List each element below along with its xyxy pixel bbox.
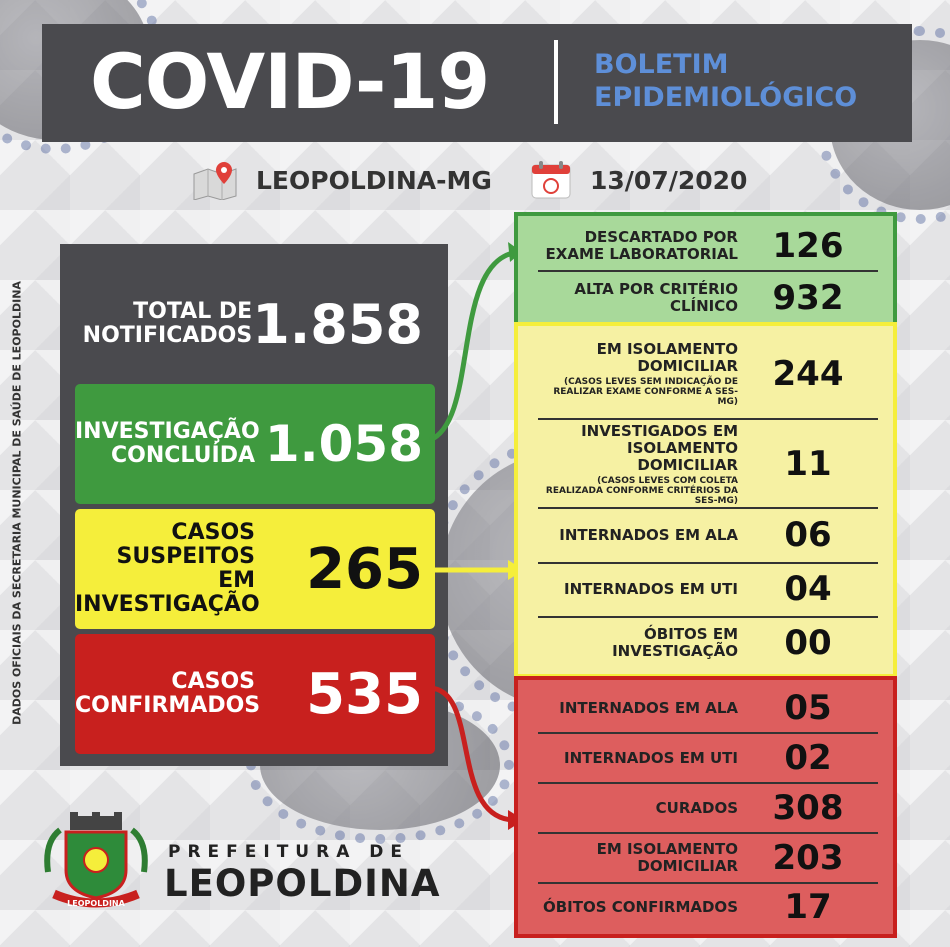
panel-row <box>538 618 878 668</box>
suspeitos-value: 265 <box>306 536 423 602</box>
row-value: 308 <box>772 788 844 828</box>
row-divider <box>538 270 878 272</box>
row-label <box>538 341 738 407</box>
row-value: 203 <box>772 838 844 878</box>
label-line: INVESTIGAÇÃO <box>612 642 738 660</box>
row-label <box>538 423 738 506</box>
red-arrow <box>430 688 512 820</box>
bulletin-date: 13/07/2020 <box>590 165 748 195</box>
label-line: INVESTIGAÇÃO <box>75 592 260 617</box>
label-line: ALTA POR CRITÉRIO <box>574 280 738 298</box>
row-label <box>538 281 738 315</box>
row-value: 04 <box>784 569 832 609</box>
row-divider <box>538 418 878 420</box>
row-value: 05 <box>784 688 832 728</box>
row-note: (CASOS LEVES COM COLETA REALIZADA CONFORME CRITÉRIOS DA SES-MG) <box>545 475 738 506</box>
city-seal-logo <box>40 812 152 912</box>
row-value: 00 <box>784 623 832 663</box>
row-value: 02 <box>784 738 832 778</box>
label-line: CONFIRMADOS <box>75 693 261 718</box>
row-label: ÓBITOS CONFIRMADOS <box>542 897 738 916</box>
row-label: INTERNADOS EM UTI <box>564 579 738 598</box>
subtitle-line: EPIDEMIOLÓGICO <box>594 82 858 113</box>
panel-row <box>538 884 878 930</box>
label-line: INVESTIGADOS EM <box>581 421 738 440</box>
row-value: 17 <box>784 887 832 927</box>
label-line: TOTAL DE <box>133 299 253 324</box>
label-line: CONCLUÍDA <box>111 443 255 468</box>
panel-row <box>538 422 878 506</box>
row-label: INTERNADOS EM ALA <box>559 525 738 544</box>
city-name: LEOPOLDINA-MG <box>256 165 492 195</box>
row-value: 126 <box>772 226 844 266</box>
label-line: NOTIFICADOS <box>82 323 253 348</box>
label-line: DOMICILIAR <box>637 357 738 375</box>
panel-row <box>538 784 878 832</box>
panel-row <box>538 510 878 560</box>
yellow-panel <box>514 322 897 678</box>
panel-row <box>538 684 878 732</box>
row-value: 11 <box>784 444 832 484</box>
red-panel <box>514 676 897 938</box>
green-panel <box>514 212 897 328</box>
label-line: EM ISOLAMENTO <box>596 840 738 858</box>
label-line: ISOLAMENTO DOMICILIAR <box>626 438 738 474</box>
investigacao-value: 1.058 <box>264 415 423 473</box>
row-note: (CASOS LEVES SEM INDICAÇÃO DE REALIZAR EXAME CONFORME A SES-MG) <box>553 377 738 407</box>
footer-line1: PREFEITURA DE <box>168 842 410 862</box>
label-line: INVESTIGAÇÃO <box>75 419 260 444</box>
row-value: 932 <box>772 278 844 318</box>
green-arrow <box>430 252 518 440</box>
panel-row <box>538 332 878 416</box>
row-label <box>538 229 738 263</box>
panel-row <box>538 564 878 614</box>
label-line: CASOS <box>171 669 255 694</box>
panel-row <box>538 734 878 782</box>
footer-line2: LEOPOLDINA <box>164 862 441 905</box>
label-line: ÓBITOS EM <box>644 625 738 643</box>
panel-row <box>538 222 878 270</box>
row-label <box>538 841 738 875</box>
row-value: 06 <box>784 515 832 555</box>
row-label: INTERNADOS EM UTI <box>564 748 738 767</box>
label-line: DOMICILIAR <box>637 857 738 875</box>
side-credit-text: DADOS OFICIAIS DA SECRETARIA MUNICIPAL DE SAÚDE DE LEOPOLDINA <box>10 281 24 725</box>
confirmados-value: 535 <box>306 661 423 727</box>
row-label <box>538 626 738 660</box>
row-label: CURADOS <box>655 798 738 817</box>
subtitle-line: BOLETIM <box>594 49 729 80</box>
seal-text: LEOPOLDINA <box>67 899 125 908</box>
panel-row <box>538 274 878 322</box>
row-value: 244 <box>772 354 844 394</box>
label-line: CASOS <box>171 520 255 545</box>
row-divider <box>538 507 878 509</box>
label-line: EM ISOLAMENTO <box>596 340 738 358</box>
page-title: COVID-19 <box>90 37 490 126</box>
label-line: EXAME LABORATORIAL <box>545 245 738 263</box>
label-line: SUSPEITOS EM <box>116 544 255 593</box>
notificados-value: 1.858 <box>252 292 423 356</box>
label-line: CLÍNICO <box>669 297 738 315</box>
panel-row <box>538 834 878 882</box>
row-label: INTERNADOS EM ALA <box>559 698 738 717</box>
label-line: DESCARTADO POR <box>584 228 738 246</box>
